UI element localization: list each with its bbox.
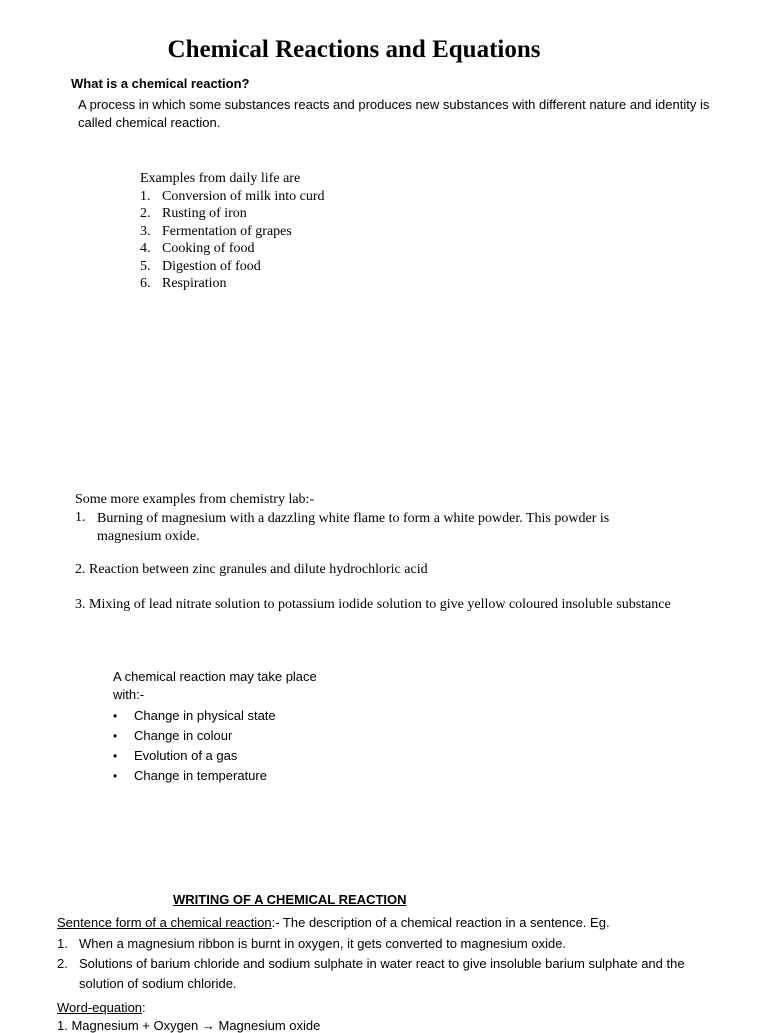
list-number: 5. xyxy=(140,258,151,274)
word-equation-heading xyxy=(57,1000,146,1015)
lab-example-2: 2. Reaction between zinc granules and dilute hydrochloric acid xyxy=(75,562,428,577)
list-item xyxy=(140,188,325,205)
list-item-text: Rusting of iron xyxy=(162,206,247,222)
list-item-text: Solutions of barium chloride and sodium sulphate in water react to give insoluble barium sulphate and the solution of sodium chloride. xyxy=(79,956,685,991)
definition-paragraph: A process in which some substances reacts and produces new substances with different nature and identity is called chemical reaction. xyxy=(78,97,710,130)
list-item xyxy=(113,746,276,766)
reaction-signs-intro: A chemical reaction may take place with:- xyxy=(113,669,317,702)
list-number: 1. xyxy=(57,936,68,951)
page-title: Chemical Reactions and Equations xyxy=(167,36,541,63)
list-item-text: Change in physical state xyxy=(134,708,276,723)
sentence-examples-list xyxy=(57,934,717,994)
word-equation-example: 1. Magnesium + Oxygen → Magnesium oxide xyxy=(57,1018,321,1033)
list-number: 2. xyxy=(57,956,68,971)
sentence-form-line xyxy=(57,915,610,930)
list-item xyxy=(57,934,717,954)
list-item xyxy=(113,766,276,786)
lab-example-1: Burning of magnesium with a dazzling white flame to form a white powder. This powder is magnesium oxide. xyxy=(97,511,610,544)
bullet-icon: • xyxy=(113,729,118,743)
word-equation-label: Word-equation xyxy=(57,1000,143,1015)
list-item-text: Evolution of a gas xyxy=(134,748,238,763)
list-item xyxy=(140,275,325,292)
sentence-form-desc: :- The description of a chemical reaction in a sentence. Eg. xyxy=(271,915,610,930)
list-number: 1. xyxy=(140,189,151,204)
list-item xyxy=(140,223,325,240)
list-item xyxy=(140,205,325,222)
word-equation-colon: : xyxy=(142,1000,146,1015)
question-heading: What is a chemical reaction? xyxy=(71,76,250,91)
list-item-text: Change in colour xyxy=(134,728,233,743)
list-item-text: Conversion of milk into curd xyxy=(162,189,325,204)
list-item xyxy=(57,954,717,994)
section-heading: WRITING OF A CHEMICAL REACTION xyxy=(173,892,407,907)
list-item-text: Change in temperature xyxy=(134,768,267,783)
daily-examples-intro: Examples from daily life are xyxy=(140,171,301,186)
daily-examples-list xyxy=(140,188,325,292)
reaction-signs-list xyxy=(113,706,276,786)
list-number: 2. xyxy=(140,206,151,222)
list-item-text: Digestion of food xyxy=(162,258,261,274)
sentence-form-label: Sentence form of a chemical reaction xyxy=(57,915,272,930)
list-item xyxy=(140,240,325,257)
list-item xyxy=(113,706,276,726)
list-item xyxy=(140,258,325,275)
list-number: 1. xyxy=(75,510,86,525)
lab-examples-intro: Some more examples from chemistry lab:- xyxy=(75,492,315,507)
list-item-text: Cooking of food xyxy=(162,241,255,257)
list-item xyxy=(113,726,276,746)
list-number: 4. xyxy=(140,241,151,257)
list-item-text: Respiration xyxy=(162,276,227,292)
bullet-icon: • xyxy=(113,749,118,763)
list-item-text: Fermentation of grapes xyxy=(162,223,292,239)
list-item-text: When a magnesium ribbon is burnt in oxygen, it gets converted to magnesium oxide. xyxy=(79,936,567,951)
bullet-icon: • xyxy=(113,709,118,723)
list-number: 3. xyxy=(140,223,151,239)
bullet-icon: • xyxy=(113,769,118,783)
list-number: 6. xyxy=(140,276,151,292)
lab-example-3: 3. Mixing of lead nitrate solution to potassium iodide solution to give yellow coloured insoluble substance xyxy=(75,597,671,612)
